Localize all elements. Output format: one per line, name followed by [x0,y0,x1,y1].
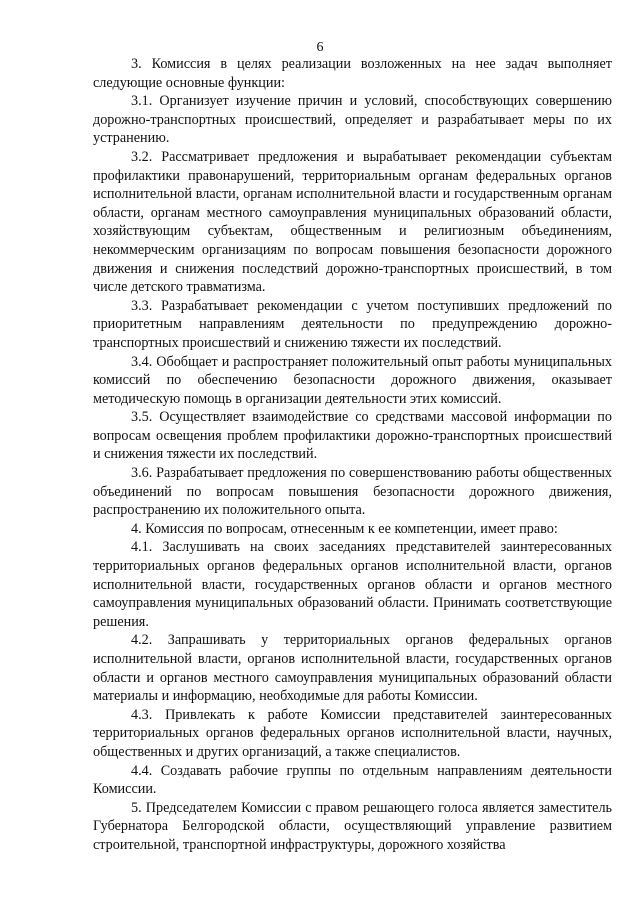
paragraph-5: 5. Председателем Комиссии с правом решающего голоса является заместитель Губернатора Белгородской области, осуществляющий управление развитием строительной, транспортной инфраструктуры, дорожного хозяйства [93,799,612,853]
paragraph-3-2: 3.2. Рассматривает предложения и вырабатывает рекомендации субъектам профилактики правонарушений, территориальным органам федеральных органов исполнительной власти, органам исполнительной власти и государственным органам области, органам местного самоуправления муниципальных образований области, хозяйствующим субъектам, общественным и религиозным объединениям, некоммерческим организациям по вопросам повышения безопасности дорожного движения и снижения последствий дорожно-транспортных происшествий, в том числе детского травматизма. [93,148,612,296]
page-number: 6 [316,40,324,55]
paragraph-3-6: 3.6. Разрабатывает предложения по совершенствованию работы общественных объединений по вопросам повышения безопасности дорожного движения, распространению их положительного опыта. [93,465,612,519]
paragraph-3-4: 3.4. Обобщает и распространяет положительный опыт работы муниципальных комиссий по обеспечению безопасности дорожного движения, оказывает методическую помощь в организации деятельности этих комиссий. [93,353,612,407]
document-body [93,55,612,855]
paragraph-4-4: 4.4. Создавать рабочие группы по отдельным направлениям деятельности Комиссии. [93,762,612,798]
paragraph-3-5: 3.5. Осуществляет взаимодействие со средствами массовой информации по вопросам освещения проблем профилактики дорожно-транспортных происшествий и снижения тяжести их последствий. [93,409,612,463]
paragraph-3-3: 3.3. Разрабатывает рекомендации с учетом поступивших предложений по приоритетным направлениям деятельности по предупреждению дорожно-транспортных происшествий и снижению тяжести их последствий. [93,297,612,351]
paragraph-4-3: 4.3. Привлекать к работе Комиссии представителей заинтересованных территориальных органов федеральных органов исполнительной власти, научных, общественных и других организаций, а также специалистов. [93,706,612,760]
paragraph-4-2: 4.2. Запрашивать у территориальных органов федеральных органов исполнительной власти, органов исполнительной власти, государственных органов области и органов местного самоуправления муниципальных образований области материалы и информацию, необходимые для работы Комиссии. [93,632,612,705]
paragraph-4: 4. Комиссия по вопросам, отнесенным к ее компетенции, имеет право: [131,520,558,537]
paragraph-4-1: 4.1. Заслушивать на своих заседаниях представителей заинтересованных территориальных органов федеральных органов исполнительной власти, органов исполнительной власти, государственных органов области и органов местного самоуправления муниципальных образований области. Принимать соответствующие решения. [93,539,612,630]
paragraph-3: 3. Комиссия в целях реализации возложенных на нее задач выполняет следующие основные функции: [93,56,612,91]
paragraph-3-1: 3.1. Организует изучение причин и условий, способствующих совершению дорожно-транспортных происшествий, определяет и разрабатывает меры по их устранению. [93,93,612,147]
